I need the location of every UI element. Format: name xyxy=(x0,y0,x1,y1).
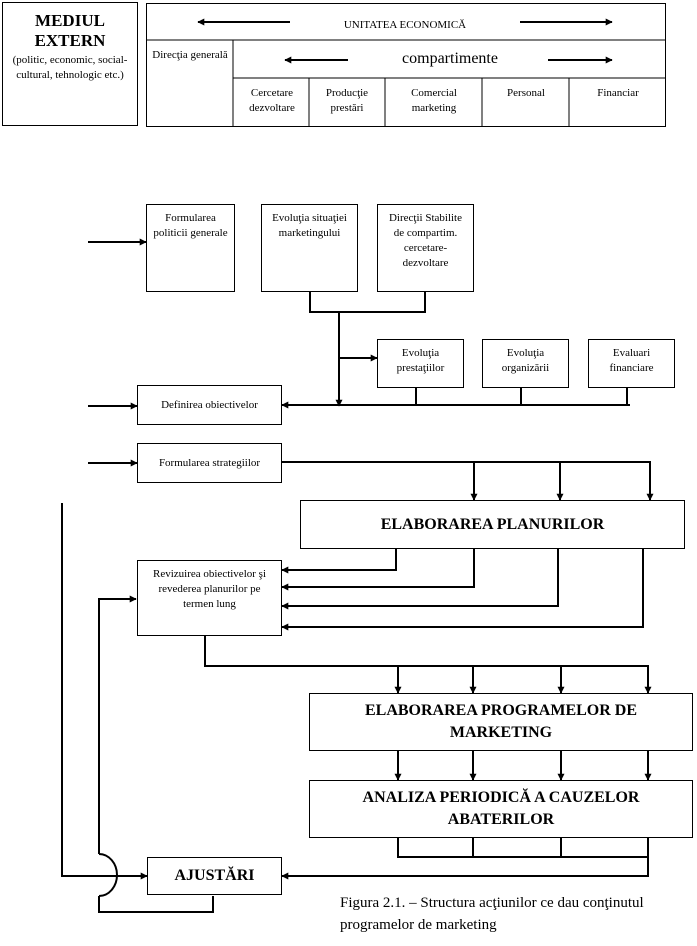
external-environment-title: MEDIUL EXTERN xyxy=(34,11,106,50)
economic-unit-title: UNITATEA ECONOMICĂ xyxy=(343,19,467,31)
departments-label: compartimente xyxy=(402,50,498,67)
rd-directions-box: Direcţii Stabilite de compartim. cercetare-dezvoltare xyxy=(377,204,474,292)
revision-box: Revizuirea obiectivelor şi revederea planurilor pe termen lung xyxy=(137,560,282,636)
services-evolution-box: Evoluţia prestaţiilor xyxy=(377,339,464,388)
dept-financial: Financiar xyxy=(597,87,639,99)
figure-caption: Figura 2.1. – Structura acţiunilor ce dau conţinutul programelor de marketing xyxy=(340,895,644,933)
financial-evaluations-box: Evaluari financiare xyxy=(588,339,675,388)
organization-evolution-box: Evoluţia organizării xyxy=(482,339,569,388)
dept-personnel: Personal xyxy=(507,87,545,99)
objectives-box: Definirea obiectivelor xyxy=(137,385,282,425)
programs-box: ELABORAREA PROGRAMELOR DE MARKETING xyxy=(309,693,693,751)
dept-rd: Cercetare dezvoltare xyxy=(249,87,295,114)
strategies-box: Formularea strategiilor xyxy=(137,443,282,483)
analysis-box: ANALIZA PERIODICĂ A CAUZELOR ABATERILOR xyxy=(309,780,693,838)
dept-commercial: Comercial marketing xyxy=(411,87,457,114)
adjustments-box: AJUSTĂRI xyxy=(147,857,282,895)
market-evolution-box: Evoluţia situaţiei marketingului xyxy=(261,204,358,292)
policy-box: Formularea politicii generale xyxy=(146,204,235,292)
plans-box: ELABORAREA PLANURILOR xyxy=(300,500,685,549)
dept-production: Producţie prestări xyxy=(325,87,369,114)
external-environment-subtitle: (politic, economic, social-cultural, tehnologic etc.) xyxy=(12,54,128,81)
general-direction-cell: Direcţia generală xyxy=(152,49,228,61)
